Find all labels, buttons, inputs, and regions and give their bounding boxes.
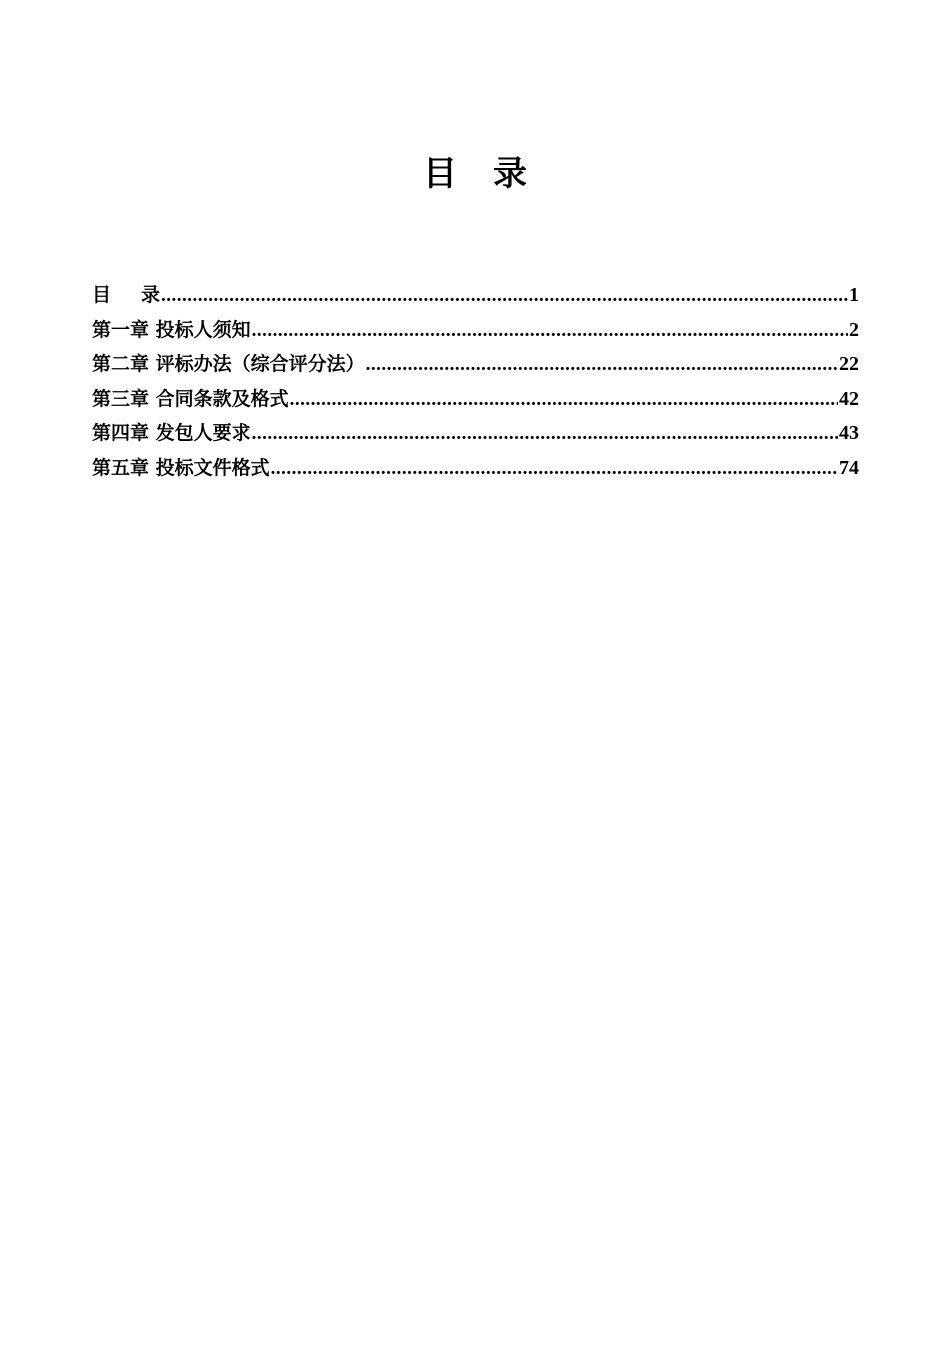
toc-entry-chapter-3[interactable]	[92, 382, 859, 417]
toc-entry-chapter-2[interactable]	[92, 347, 859, 382]
toc-entry-label: 第五章 投标文件格式	[92, 456, 270, 479]
toc-entry-label: 第一章 投标人须知	[92, 318, 251, 341]
toc-entry-page-number: 22	[839, 353, 859, 376]
page-title-first-char: 目	[423, 154, 457, 194]
toc-entry-label	[92, 278, 160, 312]
toc-dot-leader	[161, 279, 848, 313]
toc-entry-label: 第四章 发包人要求	[92, 422, 251, 445]
page-title	[0, 152, 950, 196]
toc-entry-chapter-5[interactable]	[92, 451, 859, 486]
toc-entry-page-number: 74	[839, 456, 859, 479]
toc-entry-page-number: 2	[849, 318, 859, 341]
toc-entry-label-first-char: 目	[92, 284, 112, 306]
page-title-second-char: 录	[493, 154, 527, 194]
toc-entry-chapter-4[interactable]	[92, 416, 859, 451]
toc-entry-label: 第三章 合同条款及格式	[92, 387, 289, 410]
toc-entry-label: 第二章 评标办法（综合评分法）	[92, 353, 365, 376]
toc-entry-chapter-1[interactable]	[92, 313, 859, 348]
toc-entry-page-number: 1	[849, 284, 859, 306]
toc-entry-label-second-char: 录	[141, 284, 161, 306]
table-of-contents	[92, 278, 859, 486]
toc-dot-leader	[271, 452, 838, 486]
toc-dot-leader	[252, 417, 838, 451]
toc-entry-page-number: 42	[839, 387, 859, 410]
toc-dot-leader	[290, 383, 838, 417]
toc-entry-contents[interactable]	[92, 278, 859, 313]
toc-dot-leader	[366, 348, 838, 382]
toc-dot-leader	[252, 314, 848, 348]
toc-entry-page-number: 43	[839, 422, 859, 445]
